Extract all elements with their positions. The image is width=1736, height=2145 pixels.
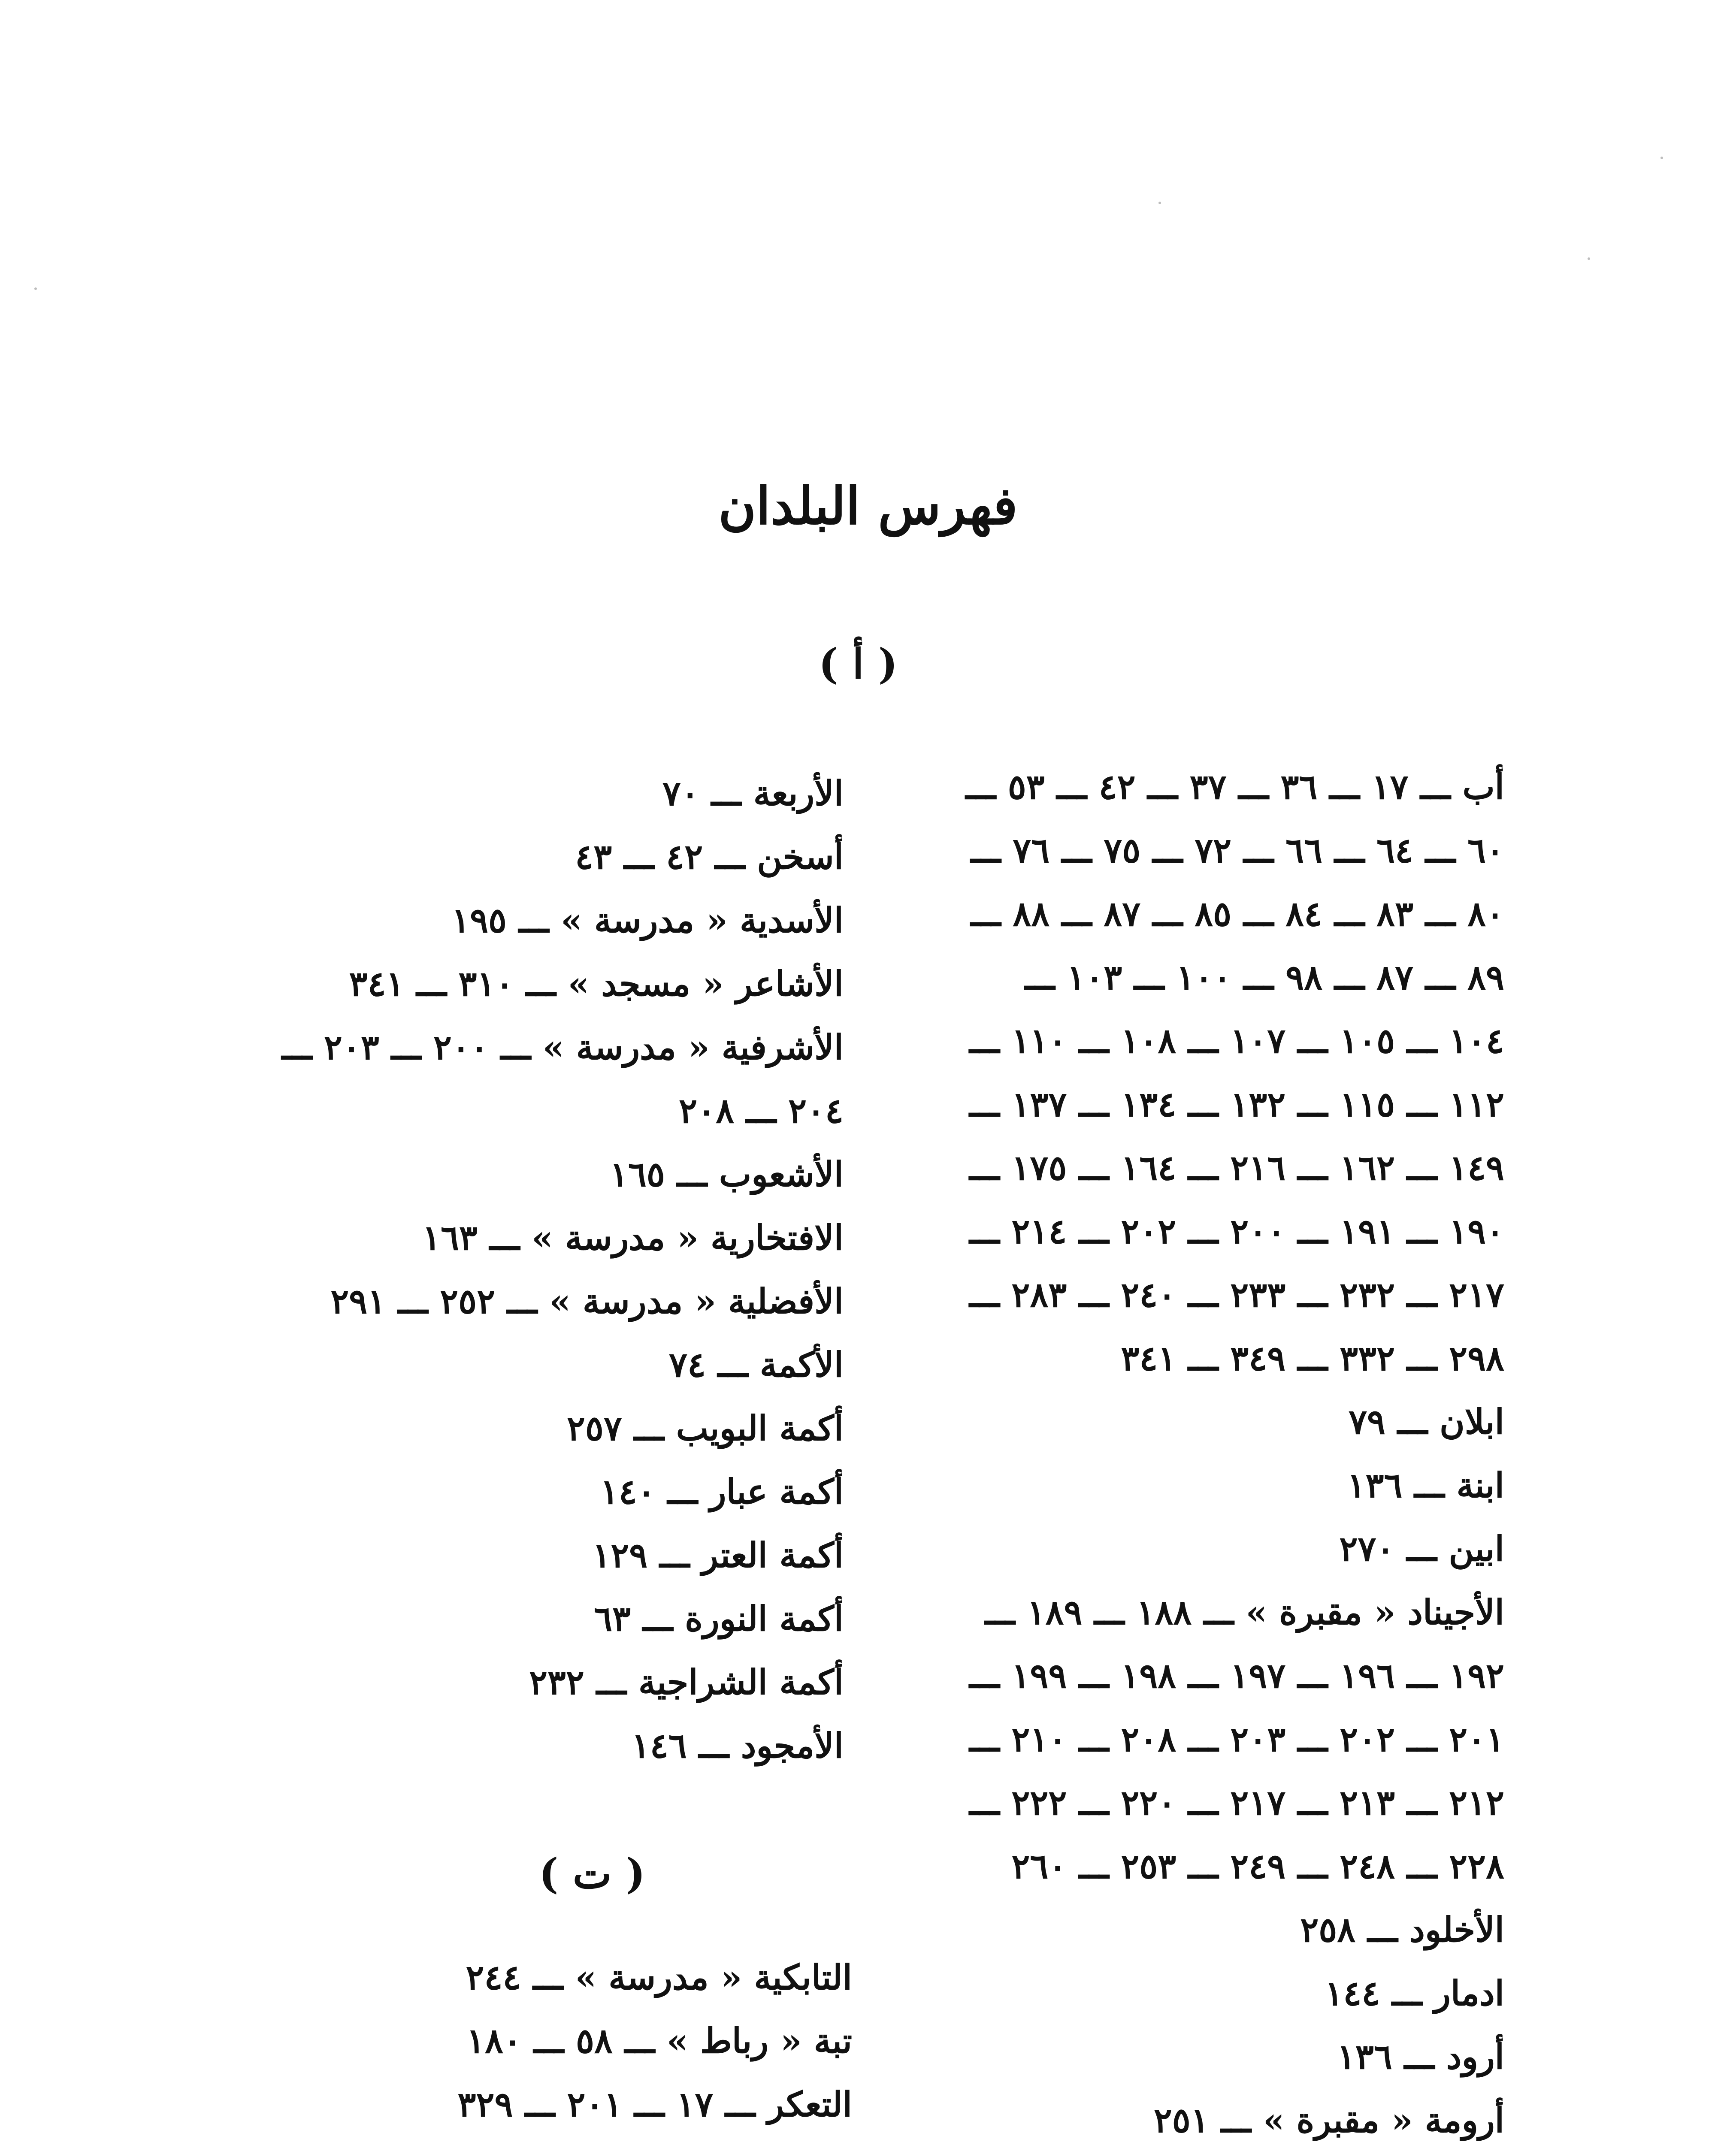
index-entry: التابكية « مدرسة » ـــ ٢٤٤ bbox=[466, 1957, 852, 1997]
index-entry: الأربعة ـــ ٧٠ bbox=[662, 773, 844, 813]
index-entry: أب ـــ ١٧ ـــ ٣٦ ـــ ٣٧ ـــ ٤٢ ـــ ٥٣ ـــ bbox=[965, 767, 1504, 807]
index-entry: ٢٩٨ ـــ ٣٣٢ ـــ ٣٤٩ ـــ ٣٤١ bbox=[1121, 1338, 1504, 1378]
index-entry: أكمة الشراجية ـــ ٢٣٢ bbox=[529, 1662, 844, 1702]
index-entry: ١٩٢ ـــ ١٩٦ ـــ ١٩٧ ـــ ١٩٨ ـــ ١٩٩ ـــ bbox=[969, 1656, 1504, 1696]
index-entry: ١٤٩ ـــ ١٦٢ ـــ ٢١٦ ـــ ١٦٤ ـــ ١٧٥ ـــ bbox=[969, 1148, 1504, 1188]
index-entry: تبة « رباط » ـــ ٥٨ ـــ ١٨٠ bbox=[466, 2021, 852, 2061]
index-entry: ١٩٠ ـــ ١٩١ ـــ ٢٠٠ ـــ ٢٠٢ ـــ ٢١٤ ـــ bbox=[969, 1211, 1504, 1251]
index-entry: ادمار ـــ ١٤٤ bbox=[1325, 1973, 1504, 2013]
index-entry: أرود ـــ ١٣٦ bbox=[1337, 2036, 1504, 2077]
index-entry: الأخلود ـــ ٢٥٨ bbox=[1300, 1909, 1504, 1950]
index-entry: ٨٠ ـــ ٨٣ ـــ ٨٤ ـــ ٨٥ ـــ ٨٧ ـــ ٨٨ ـــ bbox=[971, 894, 1504, 934]
index-entry: الأكمة ـــ ٧٤ bbox=[668, 1344, 844, 1385]
page-title: فهرس البلدان bbox=[718, 476, 1018, 536]
index-entry: التعكر ـــ ١٧ ـــ ٢٠١ ـــ ٣٢٩ bbox=[457, 2084, 852, 2124]
index-entry: ٨٩ ـــ ٨٧ ـــ ٩٨ ـــ ١٠٠ ـــ ١٠٣ ـــ bbox=[1025, 957, 1504, 997]
index-entry: ١١٢ ـــ ١١٥ ـــ ١٣٢ ـــ ١٣٤ ـــ ١٣٧ ـــ bbox=[969, 1084, 1504, 1124]
section-heading-alif: ( أ ) bbox=[818, 640, 898, 688]
index-column-right bbox=[882, 755, 1504, 2145]
scan-speck bbox=[1588, 257, 1590, 260]
index-entry: ابنة ـــ ١٣٦ bbox=[1347, 1465, 1504, 1505]
index-entry: الأشعوب ـــ ١٦٥ bbox=[609, 1154, 844, 1194]
index-entry: ٢٠١ ـــ ٢٠٢ ـــ ٢٠٣ ـــ ٢٠٨ ـــ ٢١٠ ـــ bbox=[969, 1719, 1504, 1759]
index-entry: ٢٢٨ ـــ ٢٤٨ ـــ ٢٤٩ ـــ ٢٥٣ ـــ ٢٦٠ bbox=[1011, 1846, 1504, 1886]
scan-speck bbox=[34, 287, 37, 290]
index-entry: الأمجود ـــ ١٤٦ bbox=[631, 1725, 844, 1766]
index-entry: أكمة النورة ـــ ٦٣ bbox=[594, 1598, 844, 1639]
index-entry: الأجيناد « مقبرة » ـــ ١٨٨ ـــ ١٨٩ ـــ bbox=[985, 1592, 1504, 1632]
index-entry: ٢١٢ ـــ ٢١٣ ـــ ٢١٧ ـــ ٢٢٠ ـــ ٢٢٢ ـــ bbox=[969, 1782, 1504, 1823]
scan-speck bbox=[1660, 157, 1663, 159]
index-entry: أكمة عبار ـــ ١٤٠ bbox=[600, 1471, 844, 1512]
index-entry: أسخن ـــ ٤٢ ـــ ٤٣ bbox=[575, 837, 844, 877]
index-entry: ٢٠٤ ـــ ٢٠٨ bbox=[679, 1091, 844, 1131]
index-entry: أكمة البويب ـــ ٢٥٧ bbox=[566, 1408, 844, 1448]
index-entry: ٦٠ ـــ ٦٤ ـــ ٦٦ ـــ ٧٢ ـــ ٧٥ ـــ ٧٦ ـــ bbox=[971, 830, 1504, 870]
section-heading-ta: ( ت ) bbox=[538, 1849, 646, 1898]
index-entry: ٢١٧ ـــ ٢٣٢ ـــ ٢٣٣ ـــ ٢٤٠ ـــ ٢٨٣ ـــ bbox=[969, 1275, 1504, 1315]
index-entry: ابين ـــ ٢٧٠ bbox=[1339, 1529, 1504, 1569]
index-entry: أرومة « مقبرة » ـــ ٢٥١ bbox=[1153, 2100, 1504, 2140]
index-entry: الافتخارية « مدرسة » ـــ ١٦٣ bbox=[422, 1218, 844, 1258]
index-entry: الأفضلية « مدرسة » ـــ ٢٥٢ ـــ ٢٩١ bbox=[330, 1281, 844, 1321]
index-entry: أكمة العتر ـــ ١٢٩ bbox=[592, 1535, 844, 1575]
index-entry: الأسدية « مدرسة » ـــ ١٩٥ bbox=[451, 900, 844, 940]
scan-speck bbox=[1158, 202, 1161, 204]
index-entry: ابلان ـــ ٧٩ bbox=[1349, 1402, 1504, 1442]
index-column-left bbox=[200, 761, 844, 1777]
index-entry: ١٠٤ ـــ ١٠٥ ـــ ١٠٧ ـــ ١٠٨ ـــ ١١٠ ـــ bbox=[969, 1021, 1504, 1061]
index-entry: الأشاعر « مسجد » ـــ ٣١٠ ـــ ٣٤١ bbox=[349, 964, 844, 1004]
index-column-ta bbox=[209, 1946, 852, 2136]
index-entry: الأشرفية « مدرسة » ـــ ٢٠٠ ـــ ٢٠٣ ـــ bbox=[281, 1027, 844, 1067]
